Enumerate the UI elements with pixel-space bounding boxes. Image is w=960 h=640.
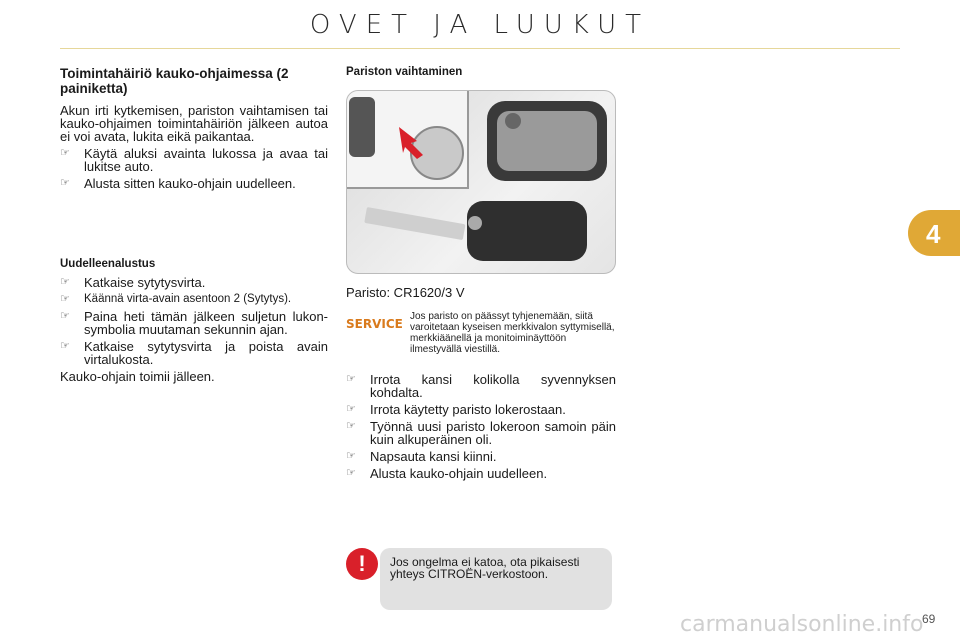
pointing-hand-icon: ☞: [60, 177, 70, 189]
pointing-hand-icon: ☞: [346, 420, 356, 432]
section-title-remote-fault: Toimintahäiriö kauko-ohjaimessa (2 painiketta): [60, 66, 289, 96]
list-item: ☞ Käännä virta-avain asentoon 2 (Sytytys).: [60, 293, 292, 305]
list-item: ☞ Katkaise sytytysvirta ja poista avain virtalukosta.: [60, 339, 328, 367]
chapter-number: 4: [926, 219, 941, 249]
mid-column: [346, 66, 616, 480]
subtitle-reinit: Uudelleenalustus: [60, 258, 156, 270]
watermark: carmanualsonline.info: [680, 612, 924, 637]
warning-text: Jos ongelma ei katoa, ota pikaisesti yhteys CITROËN-verkostoon.: [390, 555, 580, 581]
pointing-hand-icon: ☞: [60, 293, 70, 305]
list-item: ☞ Työnnä uusi paristo lokeroon samoin päin kuin alkuperäinen oli.: [346, 419, 616, 447]
pointing-hand-icon: ☞: [346, 467, 356, 479]
page-header-title: OVET JA LUUKUT: [309, 10, 651, 40]
outro-paragraph: Kauko-ohjain toimii jälleen.: [60, 369, 215, 384]
pointing-hand-icon: ☞: [60, 340, 70, 352]
pointing-hand-icon: ☞: [346, 403, 356, 415]
list-item: ☞ Alusta sitten kauko-ohjain uudelleen.: [60, 176, 296, 191]
pointing-hand-icon: ☞: [60, 147, 70, 159]
key-illustration: [347, 91, 615, 273]
list-item: ☞ Käytä aluksi avainta lukossa ja avaa tai lukitse auto.: [60, 146, 328, 174]
pointing-hand-icon: ☞: [346, 373, 356, 385]
list-item: ☞ Irrota käytetty paristo lokerostaan.: [346, 402, 566, 417]
list-item: ☞ Irrota kansi kolikolla syvennyksen kohdalta.: [346, 372, 616, 400]
page-number: 69: [922, 612, 936, 626]
header-rule: [60, 48, 900, 49]
list-item: ☞ Paina heti tämän jälkeen suljetun lukon-symbolia muutaman sekunnin ajan.: [60, 309, 328, 337]
service-text: Jos paristo on päässyt tyhjenemään, siitä varoitetaan kyseisen merkkivalon syttymisellä, merkkiäänellä ja monitoiminäyttöön ilmestyvällä viestillä.: [410, 311, 615, 355]
service-note: [346, 311, 616, 355]
chapter-tab: [908, 210, 960, 256]
pointing-hand-icon: ☞: [60, 310, 70, 322]
list-item: ☞ Alusta kauko-ohjain uudelleen.: [346, 466, 548, 481]
battery-type: Paristo: CR1620/3 V: [346, 285, 465, 300]
list-item: ☞ Napsauta kansi kiinni.: [346, 449, 497, 464]
intro-paragraph: Akun irti kytkemisen, pariston vaihtamisen tai kauko-ohjaimen toimintahäiriön jälkeen autoa ei voi avata, lukita eikä paikantaa.: [60, 103, 328, 144]
exclamation-icon: !: [346, 548, 378, 580]
section-title-battery: Pariston vaihtaminen: [346, 66, 463, 78]
list-item: ☞ Katkaise sytytysvirta.: [60, 275, 206, 290]
pointing-hand-icon: ☞: [60, 276, 70, 288]
pointing-hand-icon: ☞: [346, 450, 356, 462]
service-badge: SERVICE: [346, 317, 403, 331]
left-column: [60, 66, 328, 383]
battery-replacement-photo: [346, 90, 616, 274]
